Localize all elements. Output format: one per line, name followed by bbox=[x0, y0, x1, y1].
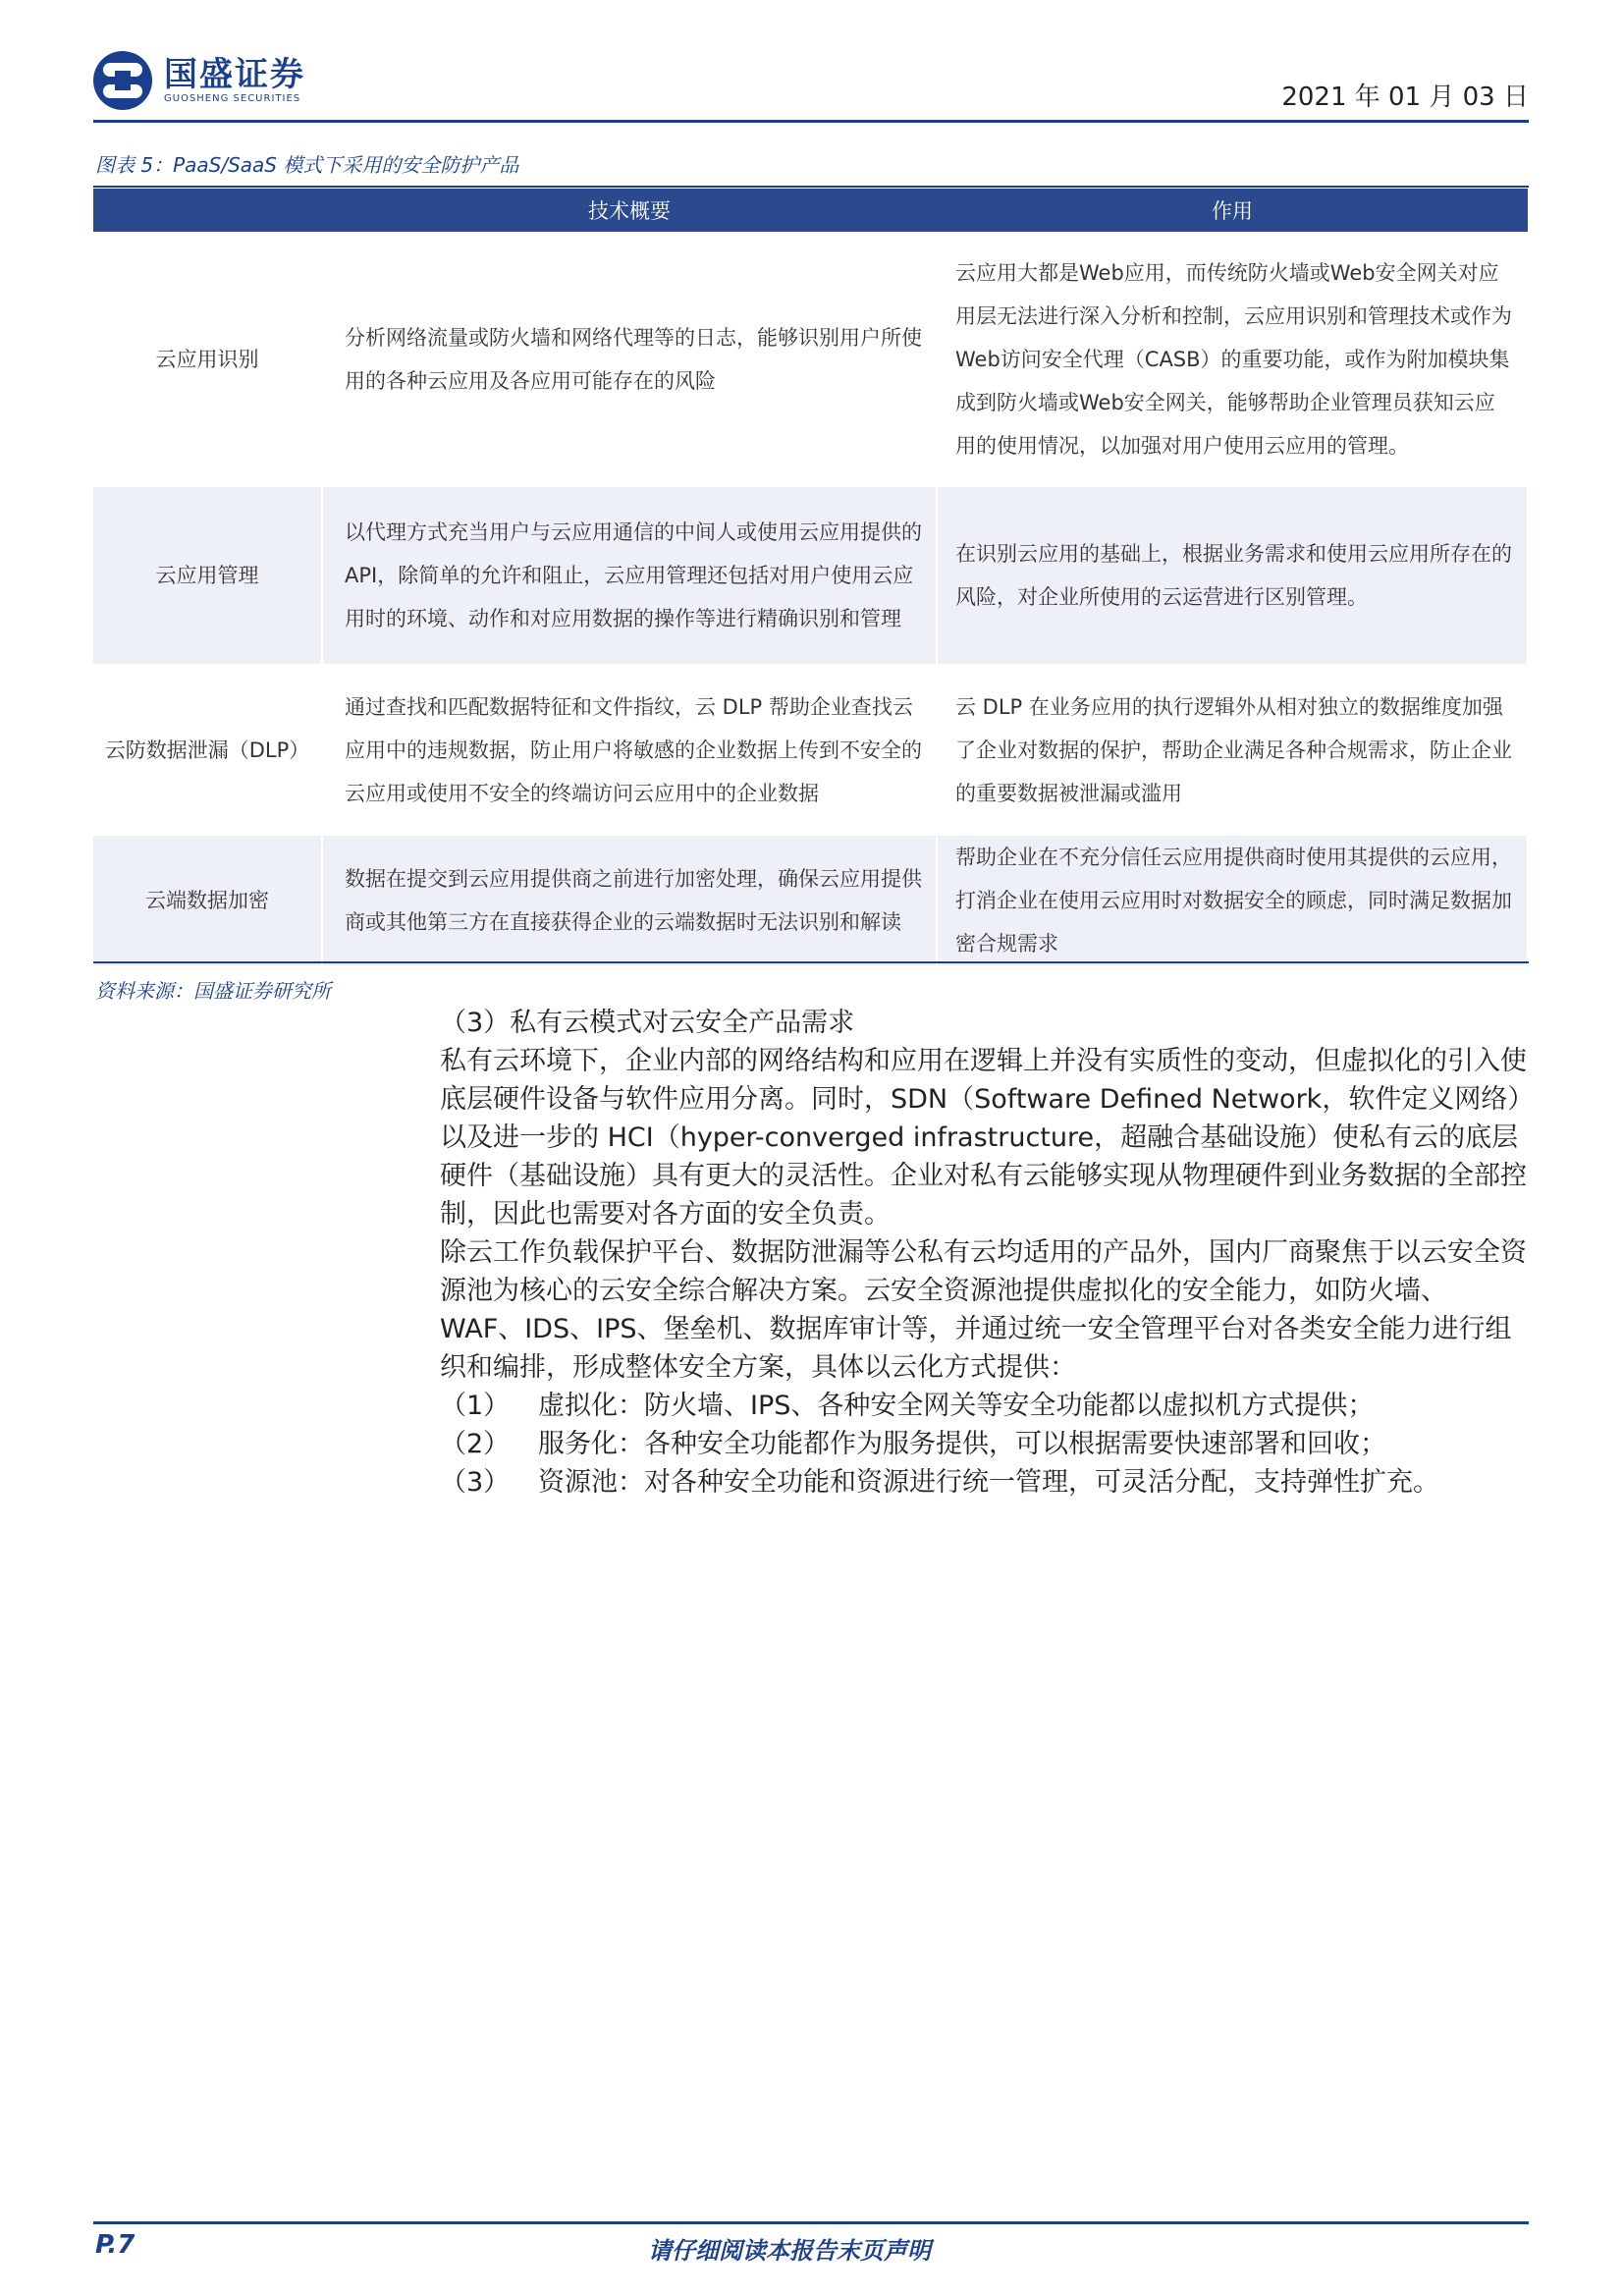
company-logo bbox=[93, 51, 305, 110]
product-name: 云应用管理 bbox=[93, 487, 322, 664]
footer-rule bbox=[93, 2221, 1529, 2224]
header-rule bbox=[93, 120, 1529, 123]
footer-disclaimer: 请仔细阅读本报告末页声明 bbox=[648, 2237, 931, 2265]
table-row bbox=[93, 836, 1528, 965]
product-name: 云防数据泄漏（DLP） bbox=[93, 664, 322, 836]
product-summary: 通过查找和匹配数据特征和文件指纹，云 DLP 帮助企业查找云应用中的违规数据，防止用户将敏感的企业数据上传到不安全的云应用或使用不安全的终端访问云应用中的企业数据 bbox=[322, 664, 937, 836]
list-text: 虚拟化：防火墙、IPS、各种安全网关等安全功能都以虚拟机方式提供； bbox=[538, 1391, 1375, 1421]
list-item bbox=[440, 1387, 1530, 1425]
body-text bbox=[440, 1004, 1530, 1502]
page-number: P.7 bbox=[95, 2230, 135, 2260]
report-date: 2021 年 01 月 03 日 bbox=[1281, 82, 1529, 112]
product-summary: 以代理方式充当用户与云应用通信的中间人或使用云应用提供的API，除简单的允许和阻止，云应用管理还包括对用户使用云应用时的环境、动作和对应用数据的操作等进行精确识别和管理 bbox=[322, 487, 937, 664]
product-summary: 分析网络流量或防火墙和网络代理等的日志，能够识别用户所使用的各种云应用及各应用可能存在的风险 bbox=[322, 232, 937, 487]
section-heading: （3）私有云模式对云安全产品需求 bbox=[440, 1008, 855, 1038]
list-number: （3） bbox=[440, 1467, 511, 1498]
paragraph: 除云工作负载保护平台、数据防泄漏等公私有云均适用的产品外，国内厂商聚焦于以云安全资源池为核心的云安全综合解决方案。云安全资源池提供虚拟化的安全能力，如防火墙、WAF、IDS、IPS、堡垒机、数据库审计等，并通过统一安全管理平台对各类安全能力进行组织和编排，形成整体安全方案，具体以云化方式提供： bbox=[440, 1237, 1527, 1383]
table-header-cell bbox=[93, 189, 322, 232]
table-header-cell: 技术概要 bbox=[322, 189, 937, 232]
figure-caption: 图表 5：PaaS/SaaS 模式下采用的安全防护产品 bbox=[95, 153, 519, 177]
table-header-cell: 作用 bbox=[937, 189, 1528, 232]
logo-name-en: GUOSHENG SECURITIES bbox=[164, 93, 301, 104]
product-effect: 云 DLP 在业务应用的执行逻辑外从相对独立的数据维度加强了企业对数据的保护，帮助企业满足各种合规需求，防止企业的重要数据被泄漏或滥用 bbox=[937, 664, 1528, 836]
product-name: 云端数据加密 bbox=[93, 836, 322, 965]
list-text: 服务化：各种安全功能都作为服务提供，可以根据需要快速部署和回收； bbox=[538, 1429, 1386, 1459]
product-summary: 数据在提交到云应用提供商之前进行加密处理，确保云应用提供商或其他第三方在直接获得企业的云端数据时无法识别和解读 bbox=[322, 836, 937, 965]
product-effect: 帮助企业在不充分信任云应用提供商时使用其提供的云应用，打消企业在使用云应用时对数据安全的顾虑，同时满足数据加密合规需求 bbox=[937, 836, 1528, 965]
list-number: （1） bbox=[440, 1391, 511, 1421]
logo-name-cn: 国盛证券 bbox=[164, 55, 305, 94]
figure-source: 资料来源：国盛证券研究所 bbox=[95, 979, 331, 1003]
table-row bbox=[93, 487, 1528, 664]
product-effect: 云应用大都是Web应用，而传统防火墙或Web安全网关对应用层无法进行深入分析和控制，云应用识别和管理技术或作为Web访问安全代理（CASB）的重要功能，或作为附加模块集成到防火墙或Web安全网关，能够帮助企业管理员获知云应用的使用情况，以加强对用户使用云应用的管理。 bbox=[937, 232, 1528, 487]
product-effect: 在识别云应用的基础上，根据业务需求和使用云应用所存在的风险，对企业所使用的云运营进行区别管理。 bbox=[937, 487, 1528, 664]
list-item bbox=[440, 1463, 1530, 1502]
table-row bbox=[93, 664, 1528, 836]
table-row bbox=[93, 232, 1528, 487]
paragraph: 私有云环境下，企业内部的网络结构和应用在逻辑上并没有实质性的变动，但虚拟化的引入使底层硬件设备与软件应用分离。同时，SDN（Software Defined Network，软件定义网络）以及进一步的 HCI（hyper-converged infrastructure，超融合基础设施）使私有云的底层硬件（基础设施）具有更大的灵活性。企业对私有云能够实现从物理硬件到业务数据的全部控制，因此也需要对各方面的安全负责。 bbox=[440, 1046, 1527, 1230]
table-bottom-rule bbox=[93, 961, 1529, 963]
page-header bbox=[93, 51, 1529, 122]
list-number: （2） bbox=[440, 1429, 511, 1459]
list-item bbox=[440, 1425, 1530, 1463]
table-header-row bbox=[93, 189, 1528, 232]
table-top-rule bbox=[93, 186, 1529, 188]
product-name: 云应用识别 bbox=[93, 232, 322, 487]
list-text: 资源池：对各种安全功能和资源进行统一管理，可灵活分配，支持弹性扩充。 bbox=[538, 1467, 1439, 1498]
security-products-table bbox=[93, 189, 1529, 965]
logo-icon bbox=[93, 51, 152, 110]
